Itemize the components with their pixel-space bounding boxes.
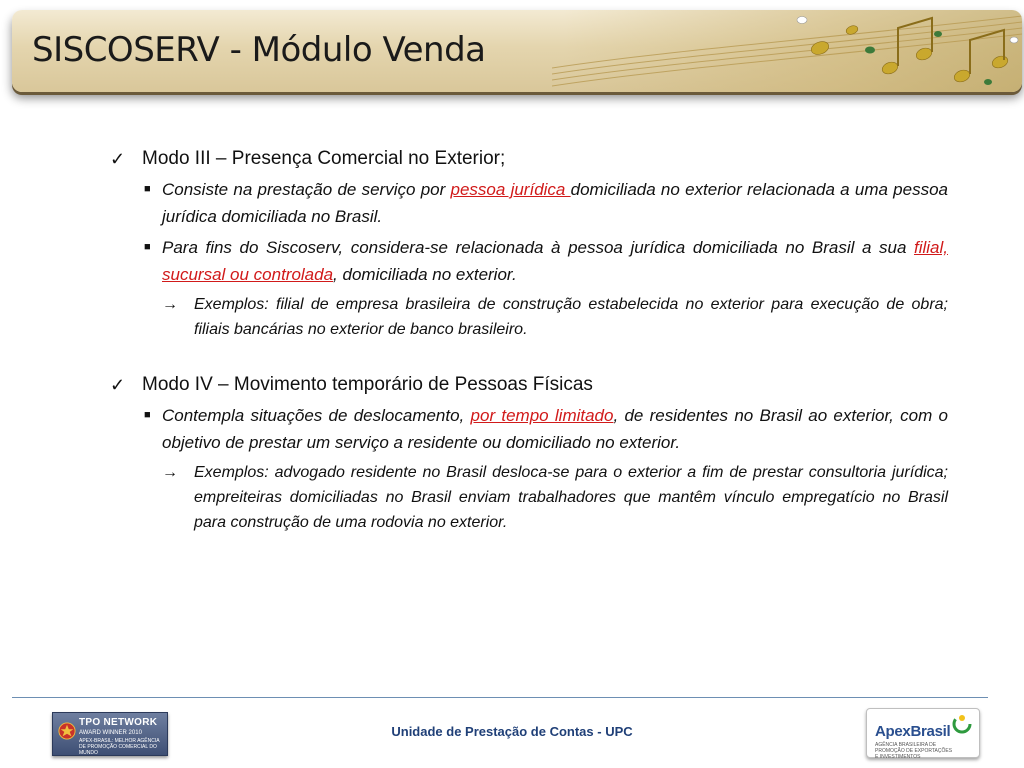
highlighted-term: por tempo limitado [470, 406, 614, 425]
footer-caption: Unidade de Prestação de Contas - UPC [391, 724, 633, 739]
arrow-icon: → [162, 296, 178, 313]
section-heading [110, 372, 948, 398]
example-item [110, 292, 948, 342]
apexbrasil-logo-name: ApexBrasil [875, 723, 951, 740]
footer-divider [12, 697, 988, 698]
highlighted-term: pessoa jurídica [450, 180, 571, 199]
bullet-text: Para fins do Siscoserv, considera-se relacionada à pessoa jurídica domiciliada no Brasil a sua [162, 238, 914, 257]
tpo-logo-title: TPO NETWORK [79, 717, 158, 728]
checkmark-icon: ✓ [110, 375, 126, 395]
tpo-logo-subtitle: AWARD WINNER 2010 [79, 730, 142, 736]
example-text: Exemplos: advogado residente no Brasil desloca-se para o exterior a fim de prestar consultoria jurídica; empreiteiras domiciliadas no Brasil enviam trabalhadores que mantêm vínculo empregatício no Brasil para construção de uma rodovia no exterior. [194, 464, 948, 531]
section-heading-text: Modo IV – Movimento temporário de Pessoas Físicas [142, 374, 593, 395]
example-text: Exemplos: filial de empresa brasileira de construção estabelecida no exterior para execução de obra; filiais bancárias no exterior de banco brasileiro. [194, 296, 948, 338]
bullet-text: Consiste na prestação de serviço por [162, 180, 451, 199]
highlighted-term: filial, sucursal ou controlada [162, 238, 948, 284]
square-bullet-icon: ■ [144, 409, 151, 421]
square-bullet-icon: ■ [144, 241, 151, 253]
arrow-icon: → [162, 464, 178, 481]
bullet-text: , domiciliada no exterior. [333, 265, 517, 284]
apexbrasil-logo-description: AGÊNCIA BRASILEIRA DE PROMOÇÃO DE EXPORTAÇÕES E INVESTIMENTOS [875, 742, 953, 760]
bullet-item [110, 234, 948, 288]
apexbrasil-mark-icon [951, 713, 973, 735]
bullet-item [110, 176, 948, 230]
section-spacer [110, 342, 948, 372]
square-bullet-icon: ■ [144, 183, 151, 195]
page-title: SISCOSERV - Módulo Venda [32, 30, 486, 70]
header-banner [12, 10, 1022, 92]
tpo-logo-description: APEX-BRASIL: MELHOR AGÊNCIA DE PROMOÇÃO COMERCIAL DO MUNDO [79, 738, 160, 756]
music-notes-decoration-icon [552, 10, 1022, 92]
bullet-text: , de residentes no Brasil ao exterior, com o objetivo de prestar um serviço a residente ou domiciliado no exterior. [162, 406, 948, 452]
apexbrasil-logo [866, 708, 980, 758]
checkmark-icon: ✓ [110, 149, 126, 169]
bullet-item [110, 402, 948, 456]
slide-content [110, 146, 948, 535]
section-heading-text: Modo III – Presença Comercial no Exterior; [142, 148, 506, 169]
bullet-text: Contempla situações de deslocamento, [162, 406, 471, 425]
example-item [110, 460, 948, 535]
section-heading [110, 146, 948, 172]
bullet-text: domiciliada no exterior relacionada a uma pessoa jurídica domiciliada no Brasil. [162, 180, 948, 226]
